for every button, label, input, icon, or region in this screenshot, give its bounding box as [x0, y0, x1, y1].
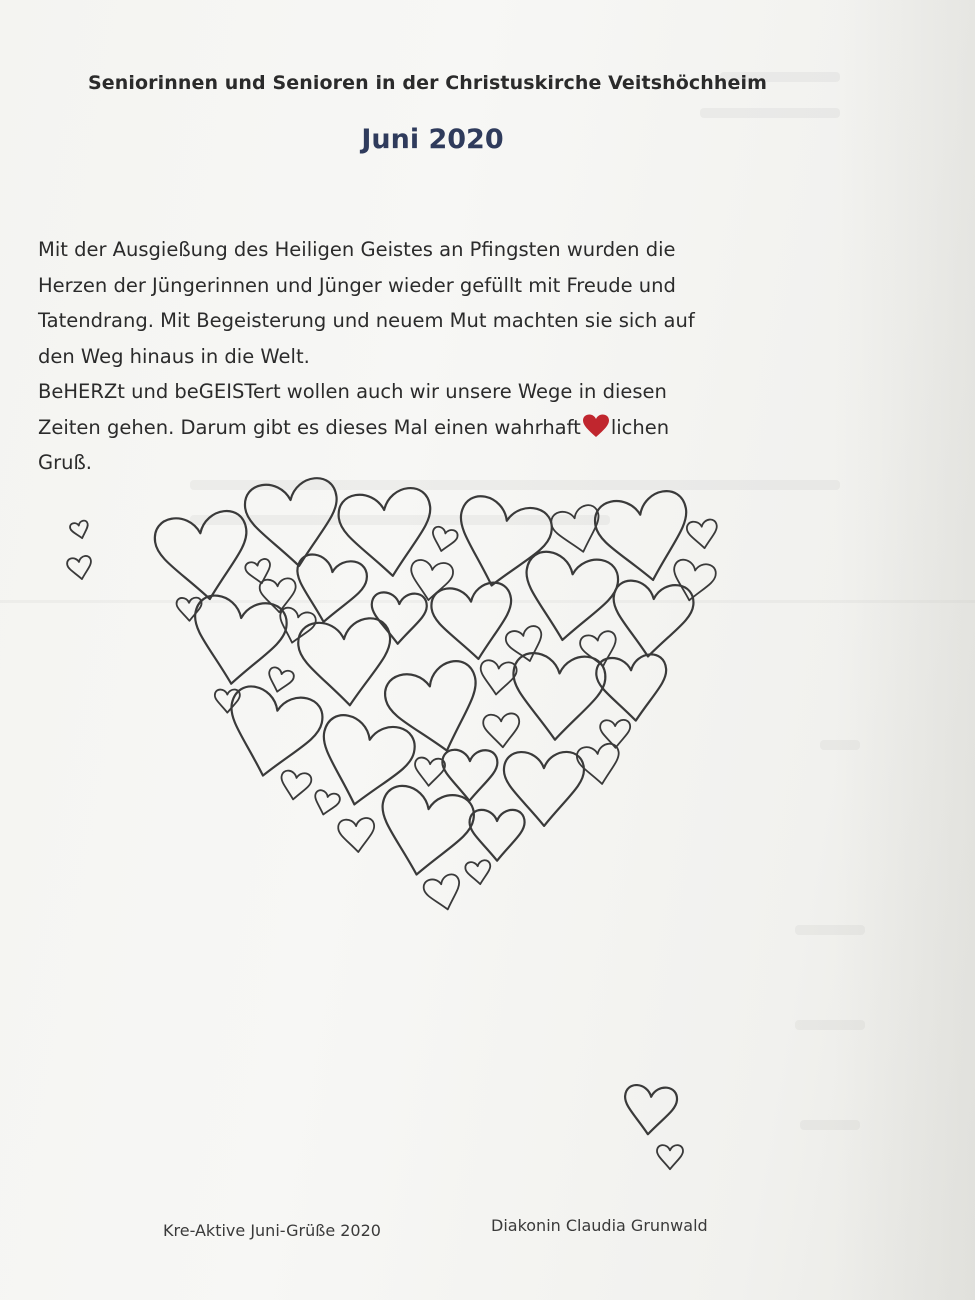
- document-title: Seniorinnen und Senioren in der Christuskirche Veitshöchheim: [87, 72, 767, 94]
- outline-heart-icon: [414, 757, 446, 787]
- text-line: Herzen der Jüngerinnen und Jünger wieder gefüllt mit Freude und: [38, 273, 676, 297]
- text-line: Tatendrang. Mit Begeisterung und neuem Mut machten sie sich auf: [38, 309, 695, 332]
- outline-heart-icon: [669, 558, 718, 604]
- outline-heart-icon: [422, 873, 465, 914]
- outline-heart-icon: [381, 657, 492, 763]
- outline-heart-icon: [278, 770, 312, 802]
- outline-heart-icon: [244, 558, 274, 586]
- outline-heart-icon: [66, 555, 93, 581]
- outline-heart-icon: [218, 683, 326, 786]
- outline-heart-icon: [152, 508, 255, 605]
- outline-heart-icon: [176, 597, 202, 621]
- text-line: den Weg hinaus in die Welt.: [38, 344, 310, 368]
- outline-heart-icon: [447, 492, 556, 596]
- outline-heart-icon: [336, 486, 438, 582]
- outline-heart-icon: [310, 711, 419, 815]
- outline-heart-icon: [504, 624, 547, 665]
- footer-author: Diakonin Claudia Grunwald: [491, 1216, 708, 1235]
- outline-heart-icon: [297, 617, 396, 710]
- outline-heart-icon: [311, 789, 341, 818]
- text-segment: lichen: [610, 415, 670, 439]
- text-line: Gruß.: [38, 451, 92, 474]
- outline-heart-icon: [592, 488, 699, 589]
- outline-heart-icon: [595, 653, 671, 724]
- text-line: BeHERZt und beGEISTert wollen auch wir unsere Wege in diesen: [38, 380, 667, 403]
- document-date: Juni 2020: [361, 124, 504, 155]
- outline-heart-icon: [509, 652, 607, 743]
- footer-caption: Kre-Aktive Juni-Grüße 2020: [163, 1221, 381, 1240]
- outline-heart-icon: [622, 1084, 678, 1136]
- outline-heart-icon: [408, 559, 455, 603]
- outline-heart-icon: [504, 752, 584, 826]
- text-line: Mit der Ausgießung des Heiligen Geistes an Pfingsten wurden die: [38, 238, 676, 261]
- outline-heart-icon: [483, 713, 521, 749]
- outline-heart-icon: [478, 659, 517, 696]
- outline-heart-icon: [686, 519, 719, 550]
- outline-heart-icon: [470, 810, 525, 861]
- text-segment: Zeiten gehen. Darum gibt es dieses Mal einen wahrhaft: [38, 415, 581, 439]
- outline-heart-icon: [429, 526, 459, 554]
- outline-heart-icon: [442, 750, 498, 802]
- outline-heart-icon: [69, 520, 91, 541]
- outline-heart-icon: [579, 630, 621, 670]
- outline-heart-icon: [657, 1145, 683, 1169]
- outline-heart-icon: [265, 666, 295, 695]
- outline-heart-icon: [370, 592, 427, 645]
- outline-heart-icon: [243, 476, 345, 572]
- outline-heart-icon: [429, 581, 518, 665]
- outline-heart-icon: [371, 783, 477, 883]
- outline-heart-icon: [338, 817, 377, 853]
- outline-heart-icon: [465, 860, 493, 886]
- outline-heart-icon: [600, 720, 631, 748]
- outline-heart-icon: [608, 579, 695, 660]
